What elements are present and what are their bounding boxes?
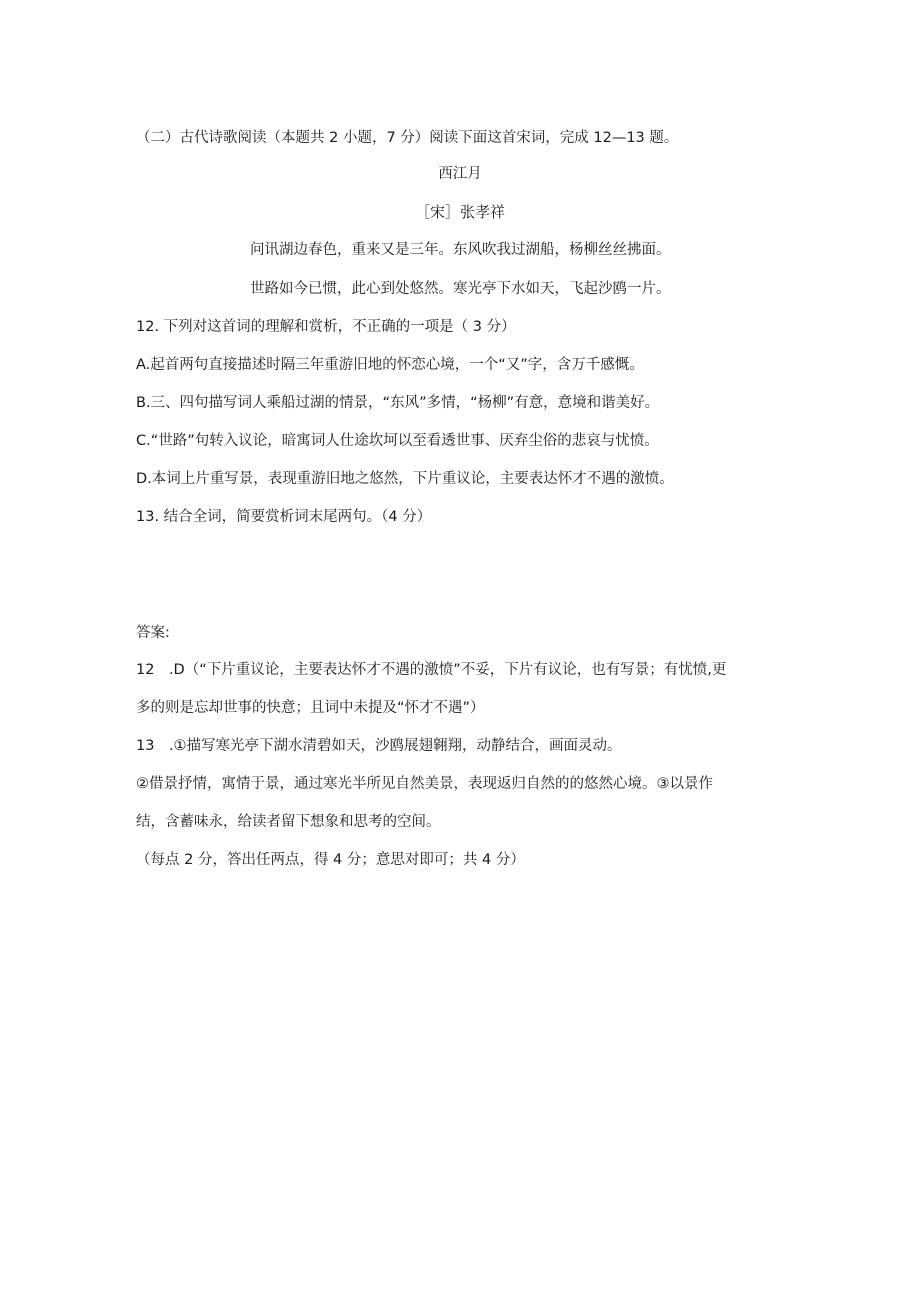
answer-12-line-1: 12 .D（“下片重议论，主要表达怀才不遇的激愤”不妥，下片有议论，也有写景；有忧愤,更 xyxy=(136,662,727,678)
scoring-note: （每点 2 分，答出任两点，得 4 分；意思对即可；共 4 分） xyxy=(136,852,525,868)
poem-author: ［宋］张孝祥 xyxy=(414,203,505,221)
question-12-option-a: A.起首两句直接描述时隔三年重游旧地的怀恋心境，一个“又”字，含万千感慨。 xyxy=(136,357,644,373)
question-12-stem: 12. 下列对这首词的理解和赏析，不正确的一项是（ 3 分） xyxy=(136,319,516,335)
question-13-stem: 13. 结合全词，简要赏析词末尾两句。（4 分） xyxy=(136,509,432,525)
answer-13-line-1: 13 .①描写寒光亭下湖水清碧如天，沙鸥展翅翱翔，动静结合，画面灵动。 xyxy=(136,738,622,754)
question-12-option-d: D.本词上片重写景，表现重游旧地之悠然，下片重议论，主要表达怀才不遇的激愤。 xyxy=(136,471,674,487)
question-12-option-b: B.三、四句描写词人乘船过湖的情景，“东风”多情，“杨柳”有意，意境和谐美好。 xyxy=(136,395,660,411)
poem-line-1: 问讯湖边春色，重来又是三年。东风吹我过湖船，杨柳丝丝拂面。 xyxy=(250,242,671,258)
poem-title: 西江月 xyxy=(438,166,482,182)
answers-heading: 答案: xyxy=(136,625,170,641)
poem-line-2: 世路如今已惯，此心到处悠然。寒光亭下水如天，飞起沙鸥一片。 xyxy=(250,281,671,297)
section-header: （二）古代诗歌阅读（本题共 2 小题，7 分）阅读下面这首宋词，完成 12—13 题。 xyxy=(136,130,679,146)
question-12-option-c: C.“世路”句转入议论，暗寓词人仕途坎坷以至看透世事、厌弃尘俗的悲哀与忧愤。 xyxy=(136,433,659,449)
answer-13-line-3: 结，含蓄味永，给读者留下想象和思考的空间。 xyxy=(136,814,441,830)
answer-12-line-2: 多的则是忘却世事的快意；且词中未提及“怀才不遇”） xyxy=(136,700,485,716)
answer-13-line-2: ②借景抒情，寓情于景，通过寒光半所见自然美景，表现返归自然的的悠然心境。③以景作 xyxy=(136,776,713,792)
